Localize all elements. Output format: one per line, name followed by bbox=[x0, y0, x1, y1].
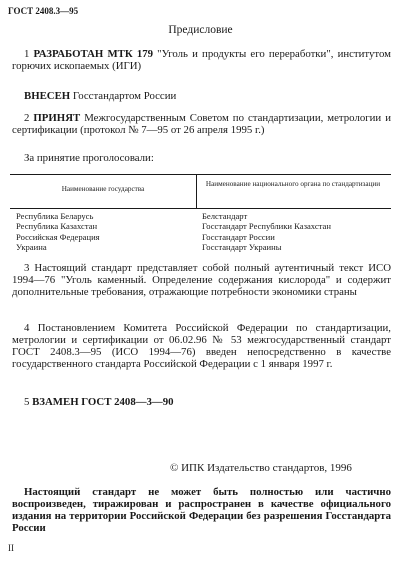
introduced-by bbox=[12, 90, 391, 102]
table-row-state: Республика Беларусь bbox=[16, 211, 94, 221]
page-title: Предисловие bbox=[168, 24, 233, 36]
table-top-rule bbox=[10, 174, 391, 175]
item-2 bbox=[12, 112, 391, 136]
page-number: II bbox=[8, 543, 14, 553]
table-row-body: Белстандарт bbox=[202, 211, 248, 221]
table-header-rule bbox=[10, 208, 391, 209]
table-row-body: Госстандарт России bbox=[202, 231, 275, 242]
item-4 bbox=[12, 322, 391, 370]
item-2-lead: ПРИНЯТ bbox=[33, 112, 81, 124]
table-row-body: Госстандарт Украины bbox=[202, 242, 282, 253]
voted-text: За принятие проголосовали: bbox=[24, 152, 154, 164]
item-5-number: 5 bbox=[24, 396, 30, 408]
table-row-state: Российская Федерация bbox=[16, 231, 100, 242]
table-header-body: Наименование национального органа по стандартизации bbox=[205, 180, 381, 188]
table-header-state: Наименование государства bbox=[61, 185, 145, 193]
item-2-text: Межгосударственным Советом по стандартизации, метрологии и сертификации (протокол № 7—95 от 26 апреля 1995 г.) bbox=[12, 112, 391, 136]
table-col-states bbox=[16, 211, 100, 253]
introduced-by-text: Госстандартом России bbox=[72, 90, 177, 102]
reproduction-notice-text: Настоящий стандарт не может быть полностью или частично воспроизведен, тиражирован и распространен в качестве официального издания на территории Российской Федерации без разрешения Госстандарта России bbox=[12, 486, 391, 534]
item-2-number: 2 bbox=[24, 112, 30, 124]
item-5-lead: ВЗАМЕН ГОСТ 2408—3—90 bbox=[32, 396, 174, 408]
item-5 bbox=[12, 396, 391, 408]
item-1-number: 1 bbox=[24, 48, 30, 60]
voted-label bbox=[12, 152, 391, 164]
table-col-bodies bbox=[202, 211, 331, 253]
item-1-lead: РАЗРАБОТАН МТК 179 bbox=[33, 48, 154, 60]
item-3 bbox=[12, 262, 391, 298]
item-4-text: 4 Постановлением Комитета Российской Федерации по стандартизации, метрологии и сертификации от 06.02.96 № 53 межгосударственный стандарт ГОСТ 2408.3—95 (ИСО 1994—76) введен непосредственно в качестве государственного стандарта Российской Федерации с 1 января 1997 г. bbox=[12, 322, 391, 370]
item-1-text: "Уголь и продукты его переработки", институтом горючих ископаемых (ИГИ) bbox=[12, 48, 391, 72]
table-row-state: Украина bbox=[16, 242, 47, 253]
document-code-header: ГОСТ 2408.3—95 bbox=[8, 6, 79, 16]
table-row-body: Госстандарт Республики Казахстан bbox=[202, 221, 331, 232]
table-column-divider bbox=[196, 174, 197, 208]
copyright-line: © ИПК Издательство стандартов, 1996 bbox=[170, 462, 352, 474]
item-1 bbox=[12, 48, 391, 72]
item-3-text: 3 Настоящий стандарт представляет собой полный аутентичный текст ИСО 1994—76 "Уголь каменный. Определение содержания кислорода" и содержит дополнительные требования, отражающие потребности экономики страны bbox=[12, 262, 391, 298]
table-row-state: Республика Казахстан bbox=[16, 221, 98, 232]
introduced-by-lead: ВНЕСЕН bbox=[24, 90, 71, 102]
reproduction-notice bbox=[12, 486, 391, 534]
